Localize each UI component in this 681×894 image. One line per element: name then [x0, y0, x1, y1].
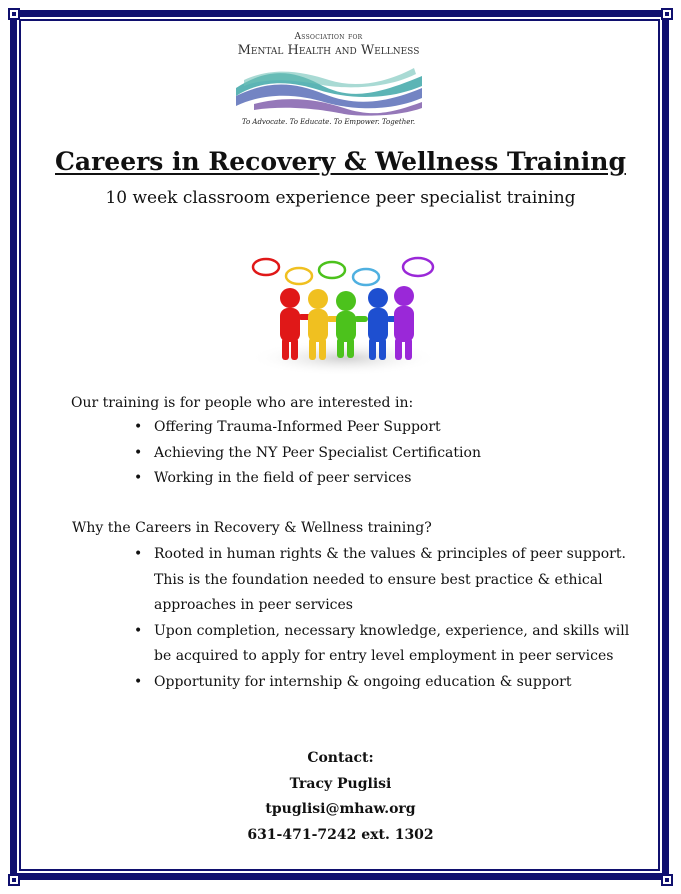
why-heading: Why the Careers in Recovery & Wellness training? — [72, 520, 432, 536]
training-intro-text: Our training is for people who are interested in: — [71, 395, 414, 411]
contact-label: Contact: — [307, 750, 374, 766]
speech-bubble-icon — [253, 258, 433, 285]
logo-tagline: To Advocate. To Educate. To Empower. Together. — [241, 118, 416, 126]
list-item: • Working in the field of peer services — [130, 466, 481, 492]
reasons-list — [130, 542, 630, 695]
list-item: • Opportunity for internship & ongoing education & support — [130, 670, 630, 696]
logo-text-line2: Mental Health and Wellness — [237, 43, 420, 58]
organization-logo — [226, 32, 431, 128]
list-item: • Upon completion, necessary knowledge, experience, and skills will be acquired to apply for entry level employment in peer services — [130, 619, 630, 670]
logo-text-line1: Association for — [294, 32, 363, 42]
page-title: Careers in Recovery & Wellness Training — [55, 147, 626, 176]
contact-block — [0, 746, 681, 848]
list-item: • Achieving the NY Peer Specialist Certification — [130, 441, 481, 467]
contact-phone: 631-471-7242 ext. 1302 — [247, 826, 434, 843]
corner-ornament-bottom-left — [8, 874, 20, 886]
contact-name: Tracy Puglisi — [289, 775, 392, 792]
list-item: • Offering Trauma-Informed Peer Support — [130, 415, 481, 441]
page-subtitle: 10 week classroom experience peer specialist training — [105, 188, 576, 208]
contact-email: tpuglisi@mhaw.org — [265, 801, 416, 817]
corner-ornament-top-left — [8, 8, 20, 20]
corner-ornament-bottom-right — [661, 874, 673, 886]
list-item: • Rooted in human rights & the values & principles of peer support. This is the foundation needed to ensure best practice & ethical approaches in peer services — [130, 542, 630, 619]
interest-list — [130, 415, 481, 492]
peer-group-illustration — [246, 254, 442, 388]
wave-logo-icon — [234, 62, 424, 117]
corner-ornament-top-right — [661, 8, 673, 20]
